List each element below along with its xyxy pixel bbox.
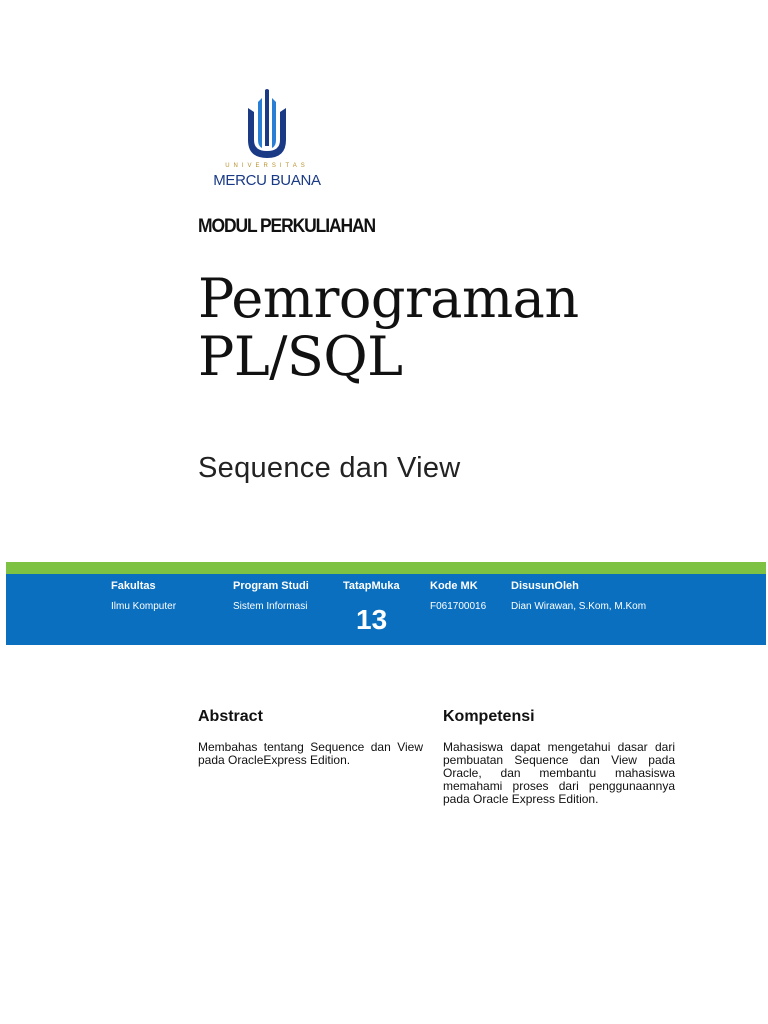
document-subtitle: Sequence dan View [198, 452, 461, 484]
abstract-heading: Abstract [198, 708, 263, 725]
document-title [198, 267, 579, 388]
kompetensi-text: Mahasiswa dapat mengetahui dasar dari pembuatan Sequence dan View pada Oracle, dan membantu mahasiswa memahami proses dari penggunaannya pada Oracle Express Edition. [443, 740, 675, 806]
fakultas-value: Ilmu Komputer [111, 601, 177, 612]
kompetensi-heading: Kompetensi [443, 708, 535, 725]
mercu-buana-emblem-icon [244, 88, 290, 160]
disusun-oleh-label: DisusunOleh [511, 580, 579, 592]
logo-universitas-text: UNIVERSITAS [225, 163, 309, 169]
abstract-text: Membahas tentang Sequence dan View pada OracleExpress Edition. [198, 740, 423, 767]
kode-mk-label: Kode MK [430, 580, 478, 592]
disusun-oleh-value: Dian Wirawan, S.Kom, M.Kom [511, 601, 647, 612]
tatap-muka-value: 13 [356, 604, 388, 635]
program-studi-value: Sistem Informasi [233, 601, 308, 612]
program-studi-label: Program Studi [233, 580, 309, 592]
green-accent-bar [6, 562, 766, 574]
kode-mk-value: F061700016 [430, 601, 487, 612]
title-line-2: PL/SQL [198, 325, 403, 388]
title-line-1: Pemrograman [198, 267, 579, 330]
logo-university-name: MERCU BUANA [213, 172, 321, 189]
university-logo [198, 88, 336, 194]
tatap-muka-label: TatapMuka [343, 580, 400, 592]
fakultas-label: Fakultas [111, 580, 156, 592]
modul-label: MODUL PERKULIAHAN [198, 216, 376, 237]
